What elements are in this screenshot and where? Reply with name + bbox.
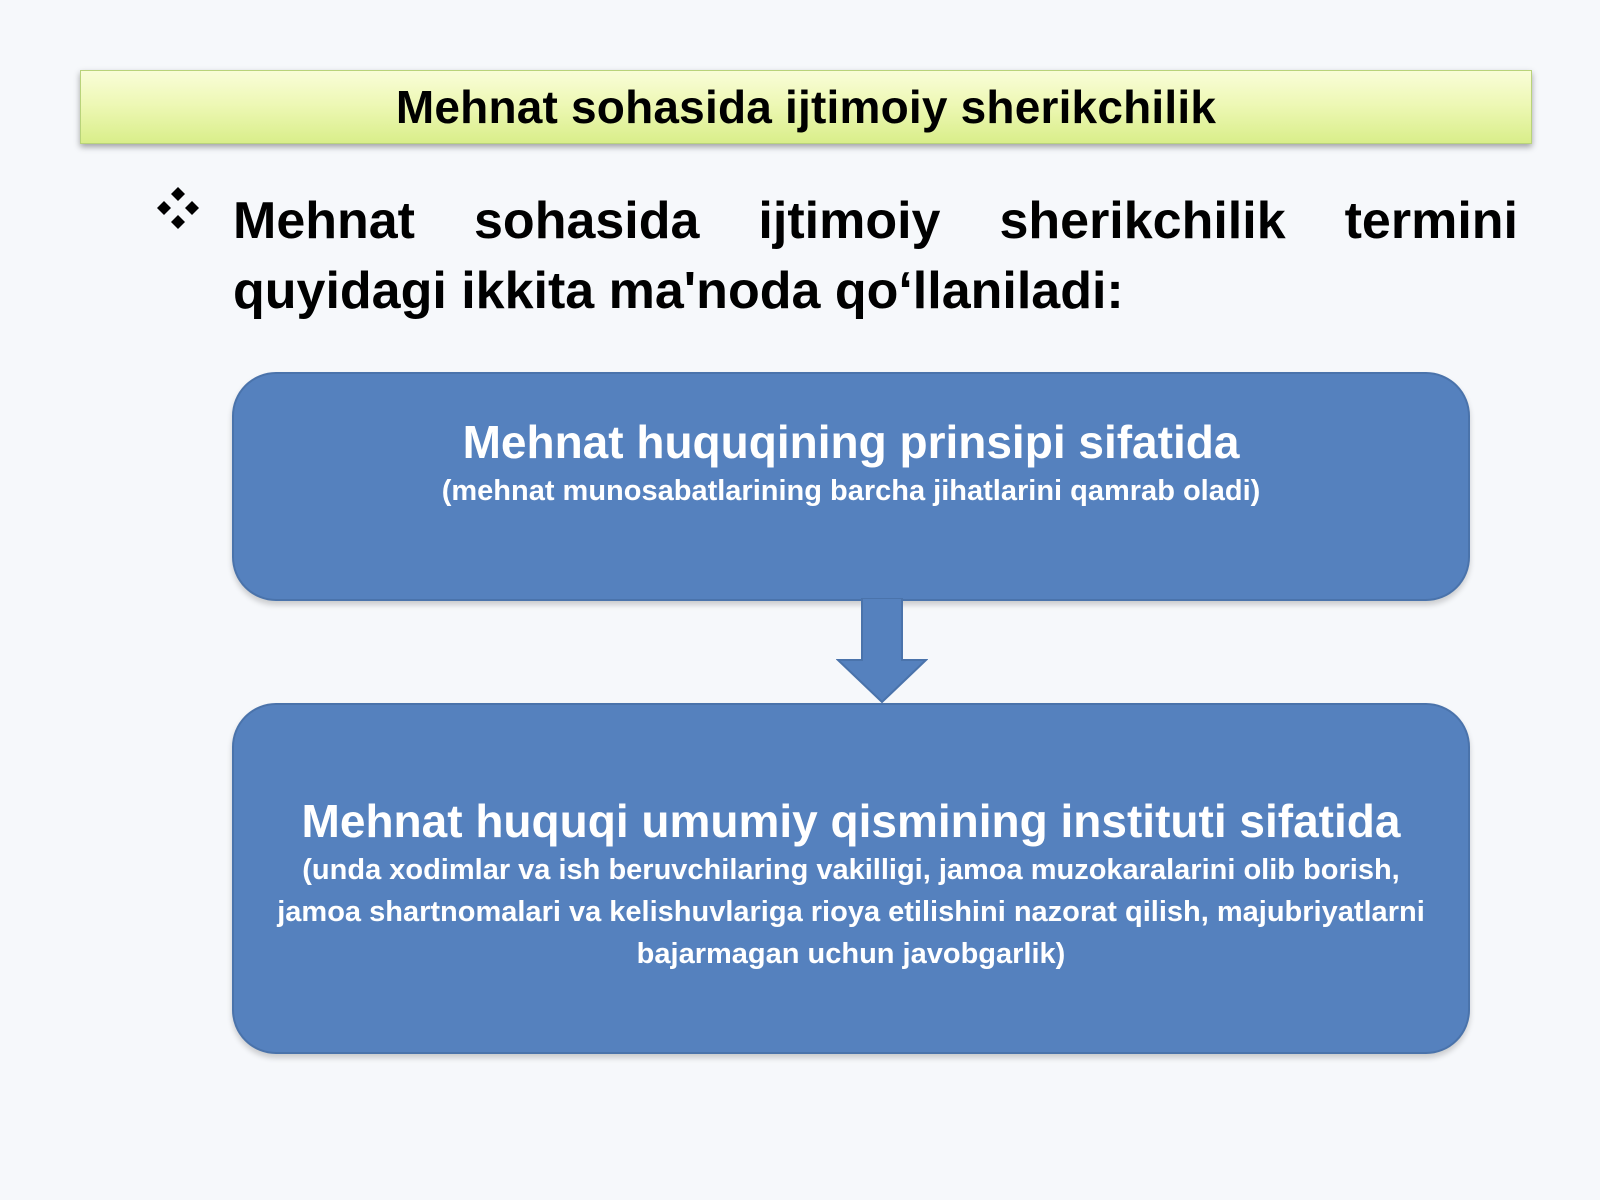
page-title: Mehnat sohasida ijtimoiy sherikchilik <box>395 81 1217 133</box>
down-arrow-icon <box>836 598 928 704</box>
principle-box-description: (mehnat munosabatlarining barcha jihatlarini qamrab oladi) <box>441 475 1261 507</box>
principle-box <box>232 372 1470 601</box>
four-diamond-bullet-icon <box>156 186 200 230</box>
institute-box <box>232 703 1470 1054</box>
institute-box-description: (unda xodimlar va ish beruvchilaring vakilligi, jamoa muzokaralarini olib borish, jamoa shartnomalari va kelishuvlariga rioya etilishini nazorat qilish, majubriyatlarni bajarmagan uchun javobgarlik) <box>277 854 1425 970</box>
title-banner <box>80 70 1532 144</box>
institute-box-title: Mehnat huquqi umumiy qismining instituti sifatida <box>301 795 1401 847</box>
intro-paragraph: Mehnat sohasida ijtimoiy sherikchilik termini quyidagi ikkita ma'noda qo‘llaniladi: <box>233 192 1518 320</box>
principle-box-title: Mehnat huquqining prinsipi sifatida <box>462 416 1240 468</box>
